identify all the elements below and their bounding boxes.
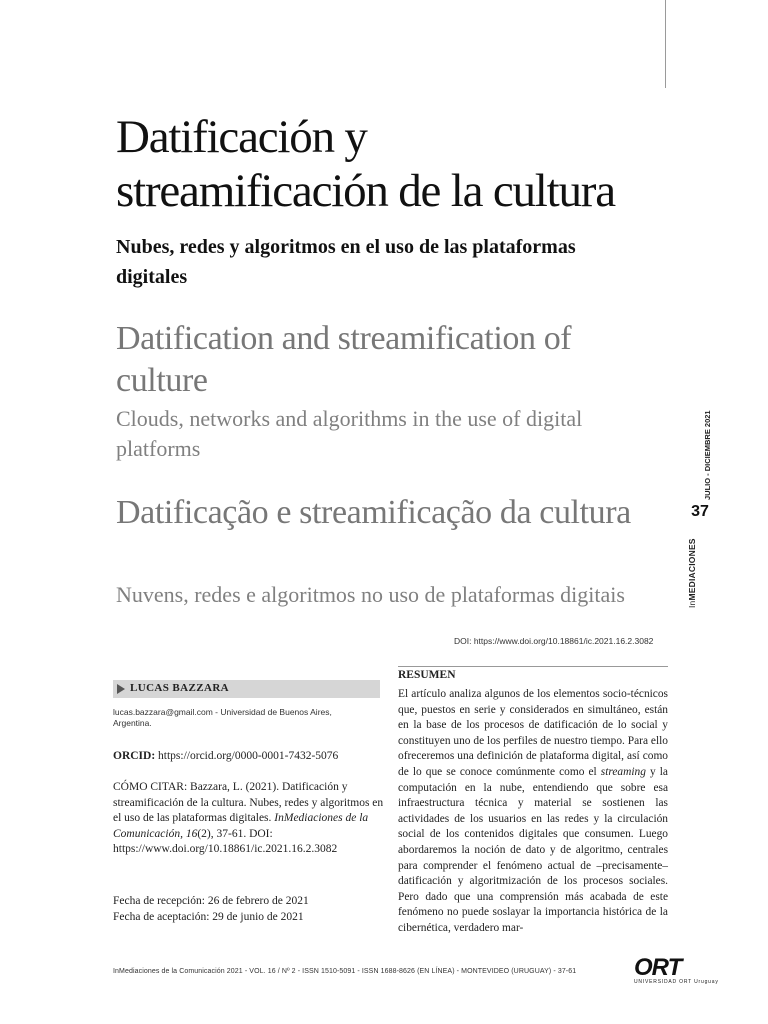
journal-name-vertical [687, 538, 697, 608]
doi-link[interactable]: DOI: https://www.doi.org/10.18861/ic.2021.16.2.3082 [454, 636, 654, 646]
cite-journal: InMediaciones de la Comunicación, 16 [113, 812, 369, 840]
page-number: 37 [691, 503, 709, 520]
logo-subtext: UNIVERSIDAD ORT Uruguay [634, 979, 719, 985]
spanish-title-line2: streamificación de la cultura [116, 165, 615, 217]
cite-text-b: (2), 37-61. DOI: https://www.doi.org/10.18861/ic.2021.16.2.3082 [113, 827, 338, 855]
orcid-link[interactable]: https://orcid.org/0000-0001-7432-5076 [155, 750, 339, 762]
logo-text: ORT [634, 954, 682, 981]
how-to-cite [113, 780, 388, 858]
dates [113, 893, 383, 925]
page-footer: InMediaciones de la Comunicación 2021 - VOL. 16 / Nº 2 - ISSN 1510-5091 - ISSN 1688-8626 (EN LÍNEA) - MONTEVIDEO (URUGUAY) - 37-61 [113, 968, 577, 975]
abstract-heading: RESUMEN [398, 666, 668, 681]
orcid [113, 750, 383, 762]
author-bar [113, 680, 380, 698]
received-date: Fecha de recepción: 26 de febrero de 2021 [113, 895, 309, 907]
portuguese-title: Datificação e streamificação da cultura [116, 494, 631, 531]
spanish-title [116, 110, 676, 218]
cite-label: CÓMO CITAR: [113, 781, 188, 793]
english-subtitle: Clouds, networks and algorithms in the use of digital platforms [116, 406, 583, 461]
spanish-title-line1: Datificación y [116, 111, 367, 163]
abstract-text-a: El artículo analiza algunos de los elementos socio-técnicos que, puestos en serie y considerados en simultáneo, están en la base de los procesos de datificación de lo social y constituyen uno de los perfiles de nuestro tiempo. Para ello ofreceremos una definición de plataforma digital, así como de lo que se conoce comúnmente como el [398, 688, 668, 778]
abstract-text-b: y la computación en la nube, entendiendo que sobre esa infraestructura técnica y material se sostienen las actividades de los usuarios en las redes y la circulación social de los contenidos digitales que consumen. Luego abordaremos la noción de dato y de algoritmo, centrales para comprender el fenómeno actual de –precisamente– datificación y algoritmización de los procesos sociales. Pero dado que una comprensión más acabada de este fenómeno no puede soslayar la importancia histórica de la cibernética, verdadero mar- [398, 765, 668, 934]
journal-prefix: In [687, 600, 697, 608]
cite-text-a: Bazzara, L. (2021). Datificación y streamificación de la cultura. Nubes, redes y algoritmos en el uso de las plataformas digitales. [113, 781, 384, 824]
top-vertical-rule [665, 0, 666, 88]
orcid-label: ORCID: [113, 750, 156, 762]
abstract-italic-term: streaming [600, 765, 646, 778]
english-title: Datification and streamification of culture [116, 320, 572, 399]
abstract-text [398, 687, 668, 937]
issue-date: JULIO - DICIEMBRE 2021 [703, 410, 712, 500]
author-name: LUCAS BAZZARA [130, 682, 230, 694]
ort-logo [634, 954, 719, 992]
triangle-right-icon [117, 684, 125, 694]
spanish-subtitle: Nubes, redes y algoritmos en el uso de las plataformas digitales [116, 236, 576, 288]
journal-name: MEDIACIONES [687, 538, 697, 601]
accepted-date: Fecha de aceptación: 29 de junio de 2021 [113, 911, 304, 923]
portuguese-subtitle: Nuvens, redes e algoritmos no uso de plataformas digitais [116, 582, 625, 607]
author-affiliation: lucas.bazzara@gmail.com - Universidad de Buenos Aires, Argentina. [113, 707, 332, 728]
